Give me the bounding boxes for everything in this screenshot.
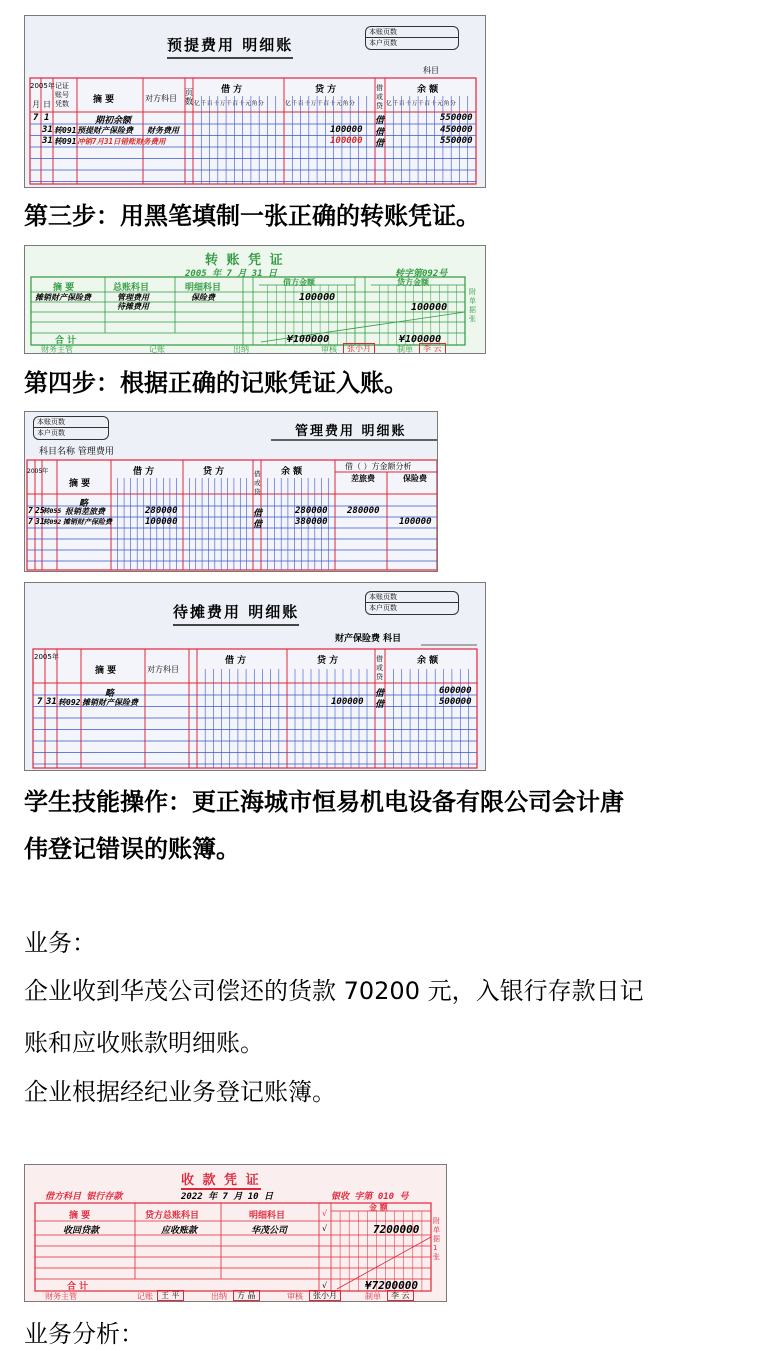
row-summary: 报销差旅费: [65, 507, 105, 516]
voucher-number: 银收 字第 010 号: [331, 1192, 409, 1202]
check-mark: √: [322, 1224, 328, 1233]
footer-label: 记账: [149, 345, 165, 354]
row-dc: 借: [375, 689, 385, 699]
page-label: 本账页数: [34, 417, 108, 428]
ledger-grid: [25, 583, 486, 771]
total-debit: ¥100000: [287, 334, 330, 345]
business-line-2: 账和应收账款明细账。: [24, 1029, 264, 1057]
row-credit: 100000: [330, 136, 363, 146]
voucher-title: 收 款 凭 证: [181, 1169, 261, 1190]
business-line-1: 企业收到华茂公司偿还的货款 70200 元，入银行存款日记: [24, 977, 644, 1005]
footer-label: 财务主管: [41, 345, 73, 354]
reviewer-stamp: 张小月: [343, 343, 375, 354]
footer-label: 记账: [137, 1292, 153, 1301]
account-label: 财产保险费 科目: [335, 634, 402, 644]
row-voucher: 转091: [54, 126, 77, 135]
col-general: 总账科目: [113, 283, 150, 293]
col-balance: 余 额: [417, 656, 439, 666]
row-balance: 280000: [295, 506, 328, 516]
credit-amount: 100000: [411, 302, 448, 313]
page-label: 本户页数: [369, 604, 397, 612]
row-balance: 600000: [439, 686, 472, 696]
account-label: 科目: [423, 66, 439, 75]
row-general: 管理费用: [117, 293, 149, 302]
reviewer-stamp: 张小月: [309, 1290, 341, 1301]
row-day: 1: [44, 113, 50, 123]
ledger-title: 预提费用 明细账: [167, 34, 293, 59]
col-page: 页数: [185, 88, 193, 106]
row-dc: 借: [375, 128, 385, 138]
row-analysis-2: 100000: [399, 517, 432, 527]
voucher-date: 2005 年 7 月 31 日: [185, 269, 278, 279]
receipt-voucher: [24, 1164, 447, 1302]
col-debit: 借 方: [221, 85, 243, 95]
col-dc: 借或贷: [376, 84, 383, 110]
year-label: 2005年: [34, 653, 59, 661]
row-balance: 450000: [440, 125, 473, 135]
row-day: 31: [46, 697, 57, 707]
digit-header: 亿千百十万千百十元角分: [285, 101, 356, 107]
account-label: 科目名称 管理费用: [39, 447, 114, 457]
digit-header: 亿千百十万千百十元角分: [386, 101, 457, 107]
page-label: 本户页数: [369, 39, 397, 47]
col-summary: 摘 要: [53, 283, 75, 293]
row-voucher: 转055: [43, 507, 62, 515]
col-debit: 借方金额: [283, 278, 315, 287]
col-summary: 摘 要: [93, 95, 115, 105]
preparer-stamp: 李 云: [419, 343, 446, 354]
step-4-text: 第四步：根据正确的记账凭证入账。: [24, 369, 408, 397]
step-3-text: 第三步：用黑笔填制一张正确的转账凭证。: [24, 202, 480, 230]
digit-header: 亿千百十万千百十元角分: [194, 101, 265, 107]
col-amount: 金 额: [369, 1203, 388, 1212]
row-summary: 收回贷款: [63, 1226, 100, 1236]
ledger-grid: [25, 412, 438, 572]
col-general: 贷方总账科目: [145, 1211, 200, 1221]
check-mark: √: [322, 1209, 328, 1218]
col-dc: 借或贷: [254, 470, 261, 496]
voucher-date: 2022 年 7 月 10 日: [181, 1192, 274, 1202]
footer-label: 制单: [397, 345, 413, 354]
row-day: 31: [42, 136, 53, 146]
col-debit: 借 方: [225, 656, 247, 666]
total-label: 合 计: [55, 336, 77, 346]
row-dc: 借: [253, 509, 263, 519]
row-balance: 550000: [440, 113, 473, 123]
footer-label: 出纳: [233, 345, 249, 354]
row-dc: 借: [375, 139, 385, 149]
row-voucher: 转092: [43, 518, 62, 526]
row-voucher: 转091: [54, 137, 77, 146]
row-summary: 预提财产保险费: [77, 126, 133, 135]
bookkeeper-stamp: 王 平: [157, 1290, 184, 1301]
row-summary: 冲销7月31日错账财务费用: [77, 137, 166, 146]
business-heading: 业务：: [24, 929, 96, 957]
summary-heading: 略: [79, 499, 89, 509]
col-summary: 摘 要: [95, 666, 117, 676]
business-line-3: 企业根据经纪业务登记账簿。: [24, 1078, 336, 1106]
ledger-title: 待摊费用 明细账: [173, 601, 299, 626]
row-day: 31: [35, 517, 45, 526]
col-contra: 对方科目: [147, 665, 179, 674]
footer-label: 财务主管: [45, 1292, 77, 1301]
row-balance: 380000: [295, 517, 328, 527]
page-label: 本账页数: [366, 592, 458, 603]
analysis-heading: 业务分析：: [24, 1320, 144, 1348]
row-day: 25: [35, 506, 45, 515]
col-voucher: 记证账号凭数: [55, 82, 69, 108]
col-credit: 贷方金额: [397, 278, 429, 287]
preparer-stamp: 李 云: [387, 1290, 414, 1301]
col-analysis-1: 差旅费: [351, 474, 375, 483]
ledger-prepaid-expenses: [24, 582, 486, 771]
col-summary: 摘 要: [69, 479, 91, 489]
total-amount: ¥7200000: [365, 1279, 418, 1292]
col-month: 月: [32, 100, 40, 109]
total-credit: ¥100000: [399, 334, 442, 345]
row-month: 7: [33, 113, 39, 123]
row-balance: 500000: [439, 697, 472, 707]
col-balance: 余 额: [417, 85, 439, 95]
check-mark: √: [322, 1281, 328, 1290]
ledger-accrued-expenses: [24, 15, 486, 188]
voucher-title: 转 账 凭 证: [205, 253, 285, 268]
col-analysis: 借（ ）方金额分析: [345, 462, 412, 471]
row-detail: 华茂公司: [251, 1226, 288, 1236]
voucher-number: 转字第092号: [395, 269, 448, 279]
transfer-voucher: [24, 245, 486, 354]
footer-label: 审核: [287, 1292, 303, 1301]
year-label: 2005年: [27, 468, 49, 475]
row-voucher: 转092: [58, 698, 81, 707]
col-day: 日: [43, 100, 51, 109]
col-dc: 借或贷: [376, 655, 383, 681]
ledger-title: 管理费用 明细账: [295, 424, 407, 439]
total-label: 合 计: [67, 1282, 89, 1292]
col-detail: 明细科目: [249, 1211, 286, 1221]
row-month: 7: [28, 517, 33, 526]
row-summary: 摊销财产保险费: [63, 518, 112, 526]
attach-label: 附单据 张: [469, 288, 476, 323]
col-credit: 贷 方: [317, 656, 339, 666]
row-analysis-1: 280000: [347, 506, 380, 516]
row-summary: 摊销财产保险费: [35, 293, 91, 302]
row-summary: 期初余额: [95, 116, 132, 126]
page-label: 本账页数: [366, 27, 458, 38]
footer-label: 制单: [365, 1292, 381, 1301]
student-task-line-2: 伟登记错误的账簿。: [24, 835, 240, 863]
amount: 7200000: [373, 1223, 420, 1236]
row-balance: 550000: [440, 136, 473, 146]
row-dc: 借: [253, 520, 263, 530]
summary-heading: 略: [105, 689, 115, 699]
col-analysis-2: 保险费: [403, 474, 427, 483]
student-task-line-1: 学生技能操作：更正海城市恒易机电设备有限公司会计唐: [24, 788, 624, 816]
row-month: 7: [28, 506, 33, 515]
col-debit: 借 方: [133, 467, 155, 477]
row-credit: 100000: [330, 125, 363, 135]
row-dc: 借: [375, 700, 385, 710]
row-day: 31: [42, 125, 53, 135]
col-credit: 贷 方: [315, 85, 337, 95]
col-contra: 对方科目: [145, 94, 177, 103]
page-label: 本户页数: [37, 429, 65, 437]
footer-label: 出纳: [211, 1292, 227, 1301]
col-credit: 贷 方: [203, 467, 225, 477]
cashier-stamp: 方 晶: [233, 1290, 260, 1301]
col-summary: 摘 要: [69, 1211, 91, 1221]
row-month: 7: [37, 697, 43, 707]
row-general: 应收账款: [161, 1226, 198, 1236]
row-summary: 摊销财产保险费: [82, 698, 138, 707]
debit-account: 借方科目 银行存款: [45, 1192, 123, 1202]
row-dc: 借: [375, 116, 385, 126]
ledger-admin-expenses: [24, 411, 438, 572]
debit-amount: 100000: [299, 292, 336, 303]
row-credit: 100000: [331, 697, 364, 707]
row-debit: 280000: [145, 506, 178, 516]
col-balance: 余 额: [281, 467, 303, 477]
col-detail: 明细科目: [185, 283, 222, 293]
row-contra: 财务费用: [147, 126, 179, 135]
row-general: 待摊费用: [117, 302, 149, 311]
row-detail: 保险费: [191, 293, 215, 302]
year-label: 2005年: [30, 82, 55, 90]
footer-label: 审核: [321, 345, 337, 354]
attach-label: 附单据 1 张: [433, 1217, 440, 1261]
row-debit: 100000: [145, 517, 178, 527]
